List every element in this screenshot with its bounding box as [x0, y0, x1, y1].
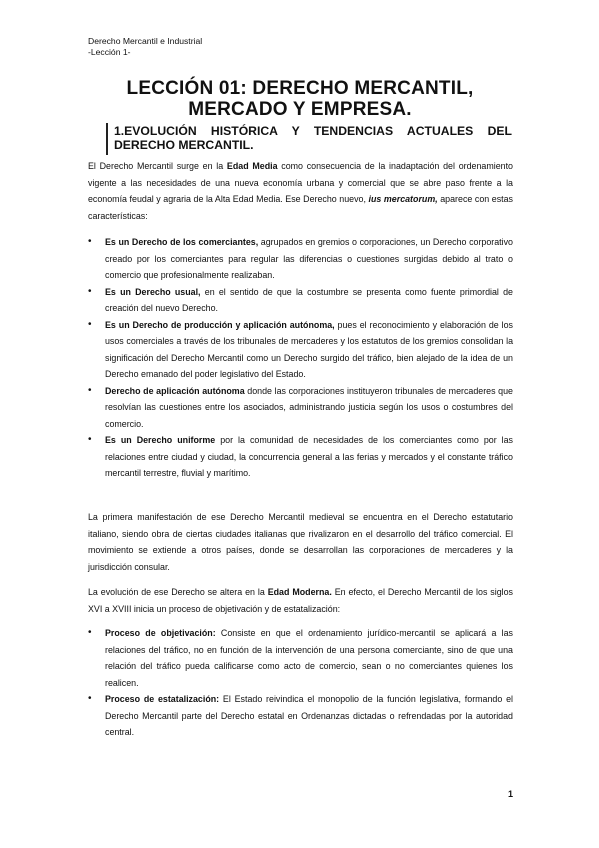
- list-item-bold: Es un Derecho uniforme: [105, 435, 216, 445]
- paragraph-statutory-law: La primera manifestación de ese Derecho Mercantil medieval se encuentra en el Derecho estatutario italiano, siendo obra de ciertas ciudades italianas que rivalizaron en el desarrollo del tráfico comercial. El movimiento se extiende a otros países, donde se desarrollan las corporaciones de mercaderes y la jurisdicción consular.: [88, 512, 513, 572]
- list-item-bold: Es un Derecho de producción y aplicación autónoma,: [105, 319, 335, 330]
- intro-bold-2: ius mercatorum,: [368, 194, 438, 204]
- intro-text-2: como consecuencia de la inadaptación del ordenamiento vigente a las necesidades de una nueva economía urbana y comercial que se abre paso frente a la economía feudal y agraria de la Alta Edad Media. Ese Derecho nuevo,: [88, 161, 513, 204]
- header-lesson: -Lección 1-: [88, 47, 131, 57]
- list-item: [88, 317, 513, 383]
- title-line-1: LECCIÓN 01: DERECHO MERCANTIL,: [126, 78, 474, 99]
- intro-text-3: aparece con estas características:: [88, 194, 513, 221]
- para3-bold-1: Edad Moderna.: [267, 587, 332, 597]
- bullet: •: [88, 318, 92, 330]
- list-item-bold: Proceso de estatalización:: [105, 694, 220, 704]
- list-item-bold: Es un Derecho usual,: [105, 286, 201, 297]
- title-line-2: MERCADO Y EMPRESA.: [188, 99, 412, 120]
- list-item-text: El Estado reivindica el monopolio de la función legislativa, formando el Derecho Mercantil parte del Derecho estatal en Ordenanzas dictadas o refrendadas por la autoridad central.: [105, 694, 513, 737]
- characteristics-list: [88, 234, 513, 482]
- page-number: 1: [508, 789, 514, 799]
- list-item: [88, 234, 513, 284]
- bullet: •: [88, 693, 92, 704]
- bullet: •: [88, 384, 92, 396]
- list-item-bold: Proceso de objetivación:: [105, 628, 216, 638]
- bullet: •: [88, 627, 92, 638]
- list-item-text: Consiste en que el ordenamiento jurídico-mercantil se aplicará a las relaciones del tráfico, no en función de la intervención de una persona comerciante, sino de que una relación del tráfico pueda calificarse como acto de comercio, sean o no comerciantes quienes los realicen.: [105, 628, 513, 688]
- list-item-text: agrupados en gremios o corporaciones, un Derecho corporativo creado por los comerciantes para regular las diferencias o cuestiones surgidas debido al trato o comercio que profesionalmente realizaban.: [105, 237, 513, 280]
- paragraph-modern-age: [88, 584, 513, 617]
- list-item-text: en el sentido de que la costumbre se presenta como fuente primordial de creación del nuevo Derecho.: [105, 286, 513, 313]
- page-title: [80, 78, 520, 120]
- bullet: •: [88, 434, 92, 445]
- list-item: [88, 691, 513, 741]
- intro-paragraph: [88, 158, 513, 224]
- intro-bold-1: Edad Media: [226, 161, 278, 171]
- running-header: [88, 36, 202, 58]
- list-item-bold: Derecho de aplicación autónoma: [105, 385, 245, 396]
- list-item: [88, 432, 513, 482]
- section-marker-bar: [106, 123, 108, 155]
- bullet: •: [88, 236, 92, 247]
- list-item-bold: Es un Derecho de los comerciantes,: [105, 237, 259, 247]
- section-heading: 1.EVOLUCIÓN HISTÓRICA Y TENDENCIAS ACTUALES DEL DERECHO MERCANTIL.: [114, 124, 512, 152]
- list-item-text: donde las corporaciones instituyeron tribunales de mercaderes que resolvían las cuestiones entre los asociados, administrando justicia según los usos o costumbres del comercio.: [105, 385, 513, 429]
- list-item: [88, 383, 513, 433]
- bullet: •: [88, 285, 92, 297]
- list-item: [88, 284, 513, 317]
- list-item-text: por la comunidad de necesidades de los comerciantes como por las relaciones entre ciudad y ciudad, la concurrencia general a las ferias y mercados y el constante tráfico mercantil terrestre, fluvial y marítimo.: [105, 435, 513, 478]
- header-course: Derecho Mercantil e Industrial: [88, 36, 203, 46]
- list-item-text: pues el reconocimiento y elaboración de los usos comerciales a través de los tribunales de mercaderes y los estatutos de los gremios consolidan la significación del Derecho Mercantil como un Derecho surgido del tráfico, bien alejado de la idea de un Derecho emanado del poder legislativo del Estado.: [105, 319, 513, 379]
- para3-text-2: En efecto, el Derecho Mercantil de los siglos XVI a XVIII inicia un proceso de objetivación y de estatalización:: [88, 587, 513, 614]
- intro-text-1: El Derecho Mercantil surge en la: [88, 161, 227, 171]
- list-item: [88, 625, 513, 691]
- processes-list: [88, 625, 513, 741]
- para3-text-1: La evolución de ese Derecho se altera en la: [88, 587, 268, 597]
